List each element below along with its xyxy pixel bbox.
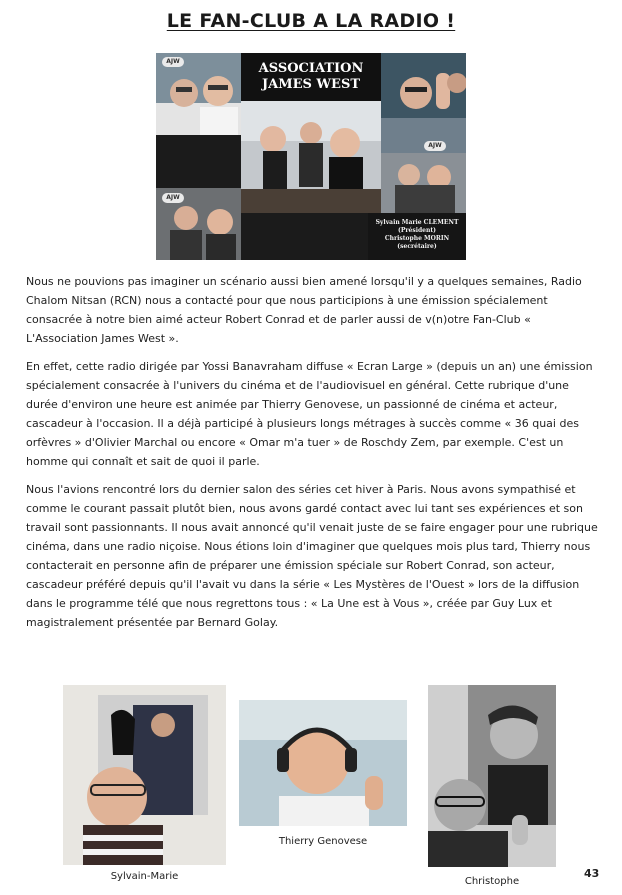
photo-christophe (428, 685, 556, 867)
photo-label-christophe: Christophe (464, 876, 520, 887)
photo-label-thierry-genovese: Thierry Genovese (278, 836, 368, 847)
caption-line3: Christophe MORIN (384, 235, 450, 242)
paragraph-3: Nous l'avions rencontré lors du dernier salon des séries cet hiver à Paris. Nous avons sympathisé et comme le courant passait plutôt bien, nous avons gardé contact avec lui tant ses expériences et son travail sont passionnants. Il nous avait annoncé qu'il venait juste de se faire engager pour une rubrique cinéma, dans une radio niçoise. Nous étions loin d'imaginer que quelques mois plus tard, Thierry nous contacterait en personne afin de préparer une émission spéciale sur Robert Conrad, son acteur, cascadeur préféré depuis qu'il l'avait vu dans la série « Les Mystères de l'Ouest » lors de la diffusion dans le programme télé que nous regrettons tous : « La Une est à Vous », créée par Guy Lux et magistralement présentée par Bernard Golay. (26, 483, 598, 629)
collage-photo-right-top (381, 53, 466, 153)
collage-photo-right-middle (381, 153, 466, 213)
caption-line4: (secrétaire) (397, 243, 437, 250)
collage-logo-badge-right: AJW (424, 141, 446, 151)
collage-caption (368, 213, 466, 260)
page-number: 43 (584, 867, 600, 880)
paragraph-2: En effet, cette radio dirigée par Yossi Banavraham diffuse « Ecran Large » (depuis un an) une émission spécialement consacrée à l'univers du cinéma et de l'audiovisuel en général. Cette rubrique d'une durée d'environ une heure est animée par Thierry Genovese, un passionné de cinéma et acteur, cascadeur à l'occasion. Il a déjà participé à plusieurs longs métrages à succès comme « 36 quai des orfèvres » d'Olivier Marchal ou encore « Omar m'a tuer » de Roschdy Zem, par exemple. C'est un homme qui connaît et sait de quoi il parle. (26, 360, 593, 468)
collage-heading-line1: ASSOCIATION (258, 61, 364, 76)
paragraph-1: Nous ne pouvions pas imaginer un scénario aussi bien amené lorsqu'il y a quelques semaines, Radio Chalom Nitsan (RCN) nous a contacté pour que nous participions à une émission spécialement consacrée à notre bien aimé acteur Robert Conrad et de parler aussi de v(n)otre Fan-Club « L'Association James West ». (26, 275, 582, 345)
collage-photo-center (241, 101, 381, 213)
collage-heading-line2: JAMES WEST (261, 77, 361, 92)
collage-heading (241, 53, 381, 101)
photo-label-sylvain-marie: Sylvain-Marie (110, 871, 179, 882)
article-body (26, 272, 598, 641)
caption-line2: (Président) (398, 227, 436, 234)
photo-thierry-genovese (239, 700, 407, 826)
collage-logo-badge-left: AJW (162, 193, 184, 203)
association-collage-image (156, 53, 466, 260)
caption-line1: Sylvain Marie CLEMENT (375, 219, 459, 226)
collage-logo-badge: AJW (162, 57, 184, 67)
page-title: LE FAN-CLUB A LA RADIO ! (166, 10, 456, 32)
photo-sylvain-marie (63, 685, 226, 865)
